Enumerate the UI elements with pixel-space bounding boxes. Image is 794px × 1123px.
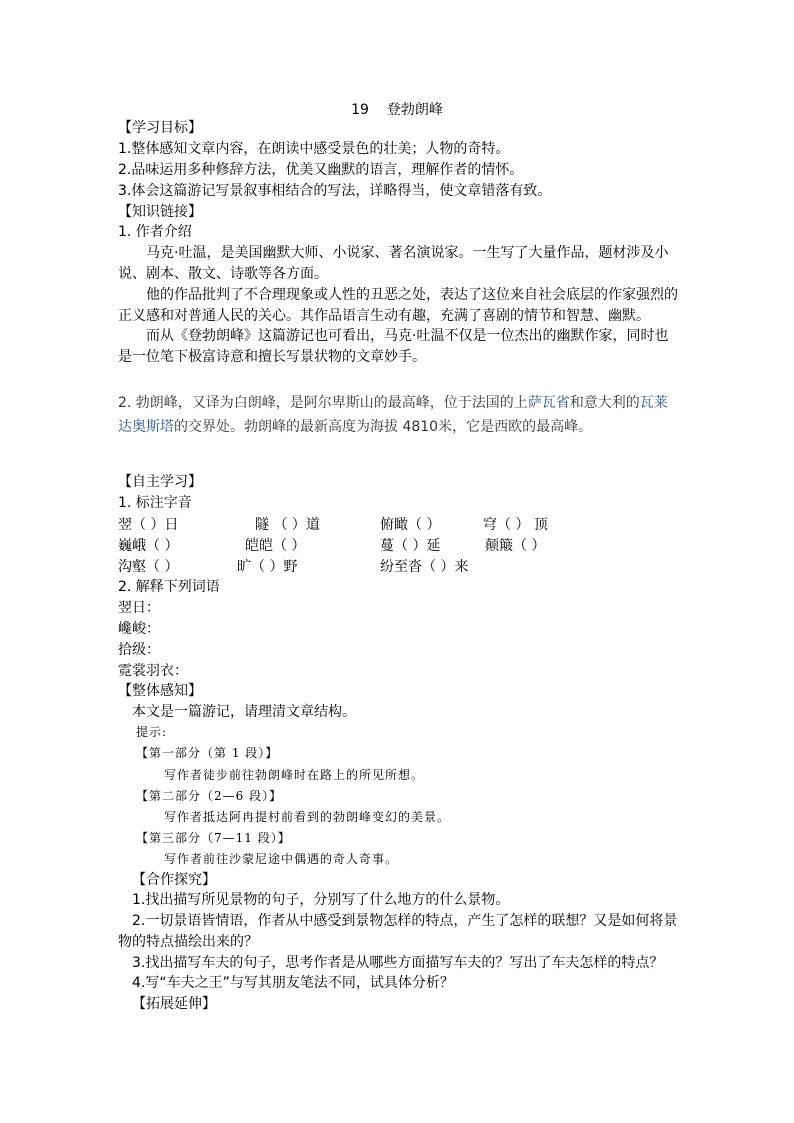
hint-label: 提示: (136, 725, 168, 739)
lesson-title (0, 99, 794, 119)
pronunciation-item: 沟壑（ ） (118, 559, 179, 575)
structure-part-label: 【第一部分（第 1 段）】 (136, 746, 279, 760)
pronunciation-subheading: 1. 标注字音 (118, 495, 192, 511)
vocab-word: 拾级： (118, 642, 160, 658)
explore-question: 4.写“车夫之王”与写其朋友笔法不同，试具体分析？ (132, 975, 454, 991)
lesson-title-text: 登勃朗峰 (386, 102, 443, 118)
author-para-line: 而从《登勃朗峰》这篇游记也可看出，马克·吐温不仅是一位杰出的幽默作家，同时也 (146, 328, 669, 344)
author-para-line: 是一位笔下极富诗意和擅长写景状物的文章妙手。 (118, 349, 426, 365)
pronunciation-item: 翌（ ）日 (118, 517, 179, 533)
aosta-link-cont[interactable]: 达奥斯塔 (118, 419, 174, 435)
goal-item: 1.整体感知文章内容，在朗读中感受景色的壮美；人物的奇特。 (118, 141, 510, 157)
mont-blanc-text: 的交界处。勃朗峰的最新高度为海拔 4810米，它是西欧的最高峰。 (174, 419, 593, 435)
mont-blanc-text: 和意大利的 (569, 395, 640, 411)
explore-question: 2.一切景语皆情语，作者从中感受到景物怎样的特点，产生了怎样的联想？又是如何将景 (132, 913, 678, 929)
mont-blanc-para-line (118, 417, 592, 437)
section-heading-goals: 【学习目标】 (118, 120, 202, 136)
structure-part-text: 写作者徒步前往勃朗峰时在路上的所见所想。 (164, 768, 425, 782)
pronunciation-item: 纷至沓（ ）来 (380, 559, 469, 575)
goal-item: 3.体会这篇游记写景叙事相结合的写法，详略得当，使文章错落有致。 (118, 183, 552, 199)
structure-part-text: 写作者前往沙蒙尼途中偶遇的奇人奇事。 (164, 852, 399, 866)
author-para-line: 他的作品批判了不合理现象或人性的丑恶之处，表达了这位来自社会底层的作家强烈的 (146, 287, 678, 303)
explore-question: 3.找出描写车夫的句子，思考作者是从哪些方面描写车夫的？写出了车夫怎样的特点？ (132, 955, 664, 971)
section-heading-knowledge: 【知识链接】 (118, 204, 202, 220)
pronunciation-item: 蔓（ ）延 (380, 538, 441, 554)
mont-blanc-para-line (118, 393, 668, 413)
pronunciation-item: 俯瞰（ ） (380, 517, 441, 533)
mont-blanc-text: 2. 勃朗峰，又译为白朗峰，是阿尔卑斯山的最高峰，位于法国的上 (118, 395, 528, 411)
pronunciation-item: 巍峨（ ） (118, 538, 179, 554)
author-para-line: 马克·吐温，是美国幽默大师、小说家、著名演说家。一生写了大量作品，题材涉及小 (146, 245, 669, 261)
vocab-word: 翌日： (118, 600, 160, 616)
author-para-line: 说、剧本、散文、诗歌等各方面。 (118, 266, 328, 282)
pronunciation-item: 隧 （ ）道 (255, 517, 320, 533)
author-para-line: 正义感和对普通人民的关心。其作品语言生动有趣，充满了喜剧的情节和智慧、幽默。 (118, 308, 650, 324)
pronunciation-item: 旷（ ）野 (237, 559, 298, 575)
savoie-link[interactable]: 萨瓦省 (527, 395, 570, 411)
section-heading-self-study: 【自主学习】 (118, 474, 202, 490)
goal-item: 2.品味运用多种修辞方法，优美又幽默的语言，理解作者的情怀。 (118, 162, 524, 178)
pronunciation-item: 皑皑（ ） (245, 538, 306, 554)
author-subheading: 1. 作者介绍 (118, 224, 192, 240)
explore-question-cont: 物的特点描绘出来的？ (118, 934, 258, 950)
structure-part-label: 【第二部分（2—6 段）】 (136, 789, 283, 803)
structure-part-text: 写作者抵达阿冉提村前看到的勃朗峰变幻的美景。 (164, 810, 451, 824)
lesson-number: 19 (351, 102, 369, 118)
pronunciation-item: 穹（ ） 顶 (483, 517, 548, 533)
pronunciation-item: 颠簸（ ） (485, 538, 546, 554)
vocab-word: 霓裳羽衣： (118, 663, 188, 679)
vocab-subheading: 2. 解释下列词语 (118, 579, 220, 595)
section-heading-overall: 【整体感知】 (118, 683, 202, 699)
structure-part-label: 【第三部分（7—11 段）】 (136, 831, 291, 845)
vocab-word: 巉峻： (118, 621, 160, 637)
section-heading-explore: 【合作探究】 (132, 872, 216, 888)
overall-intro: 本文是一篇游记，请理清文章结构。 (132, 704, 356, 720)
section-heading-extend: 【拓展延伸】 (132, 996, 216, 1012)
explore-question: 1.找出描写所见景物的句子，分别写了什么地方的什么景物。 (132, 892, 510, 908)
aosta-link[interactable]: 瓦莱 (639, 395, 668, 411)
